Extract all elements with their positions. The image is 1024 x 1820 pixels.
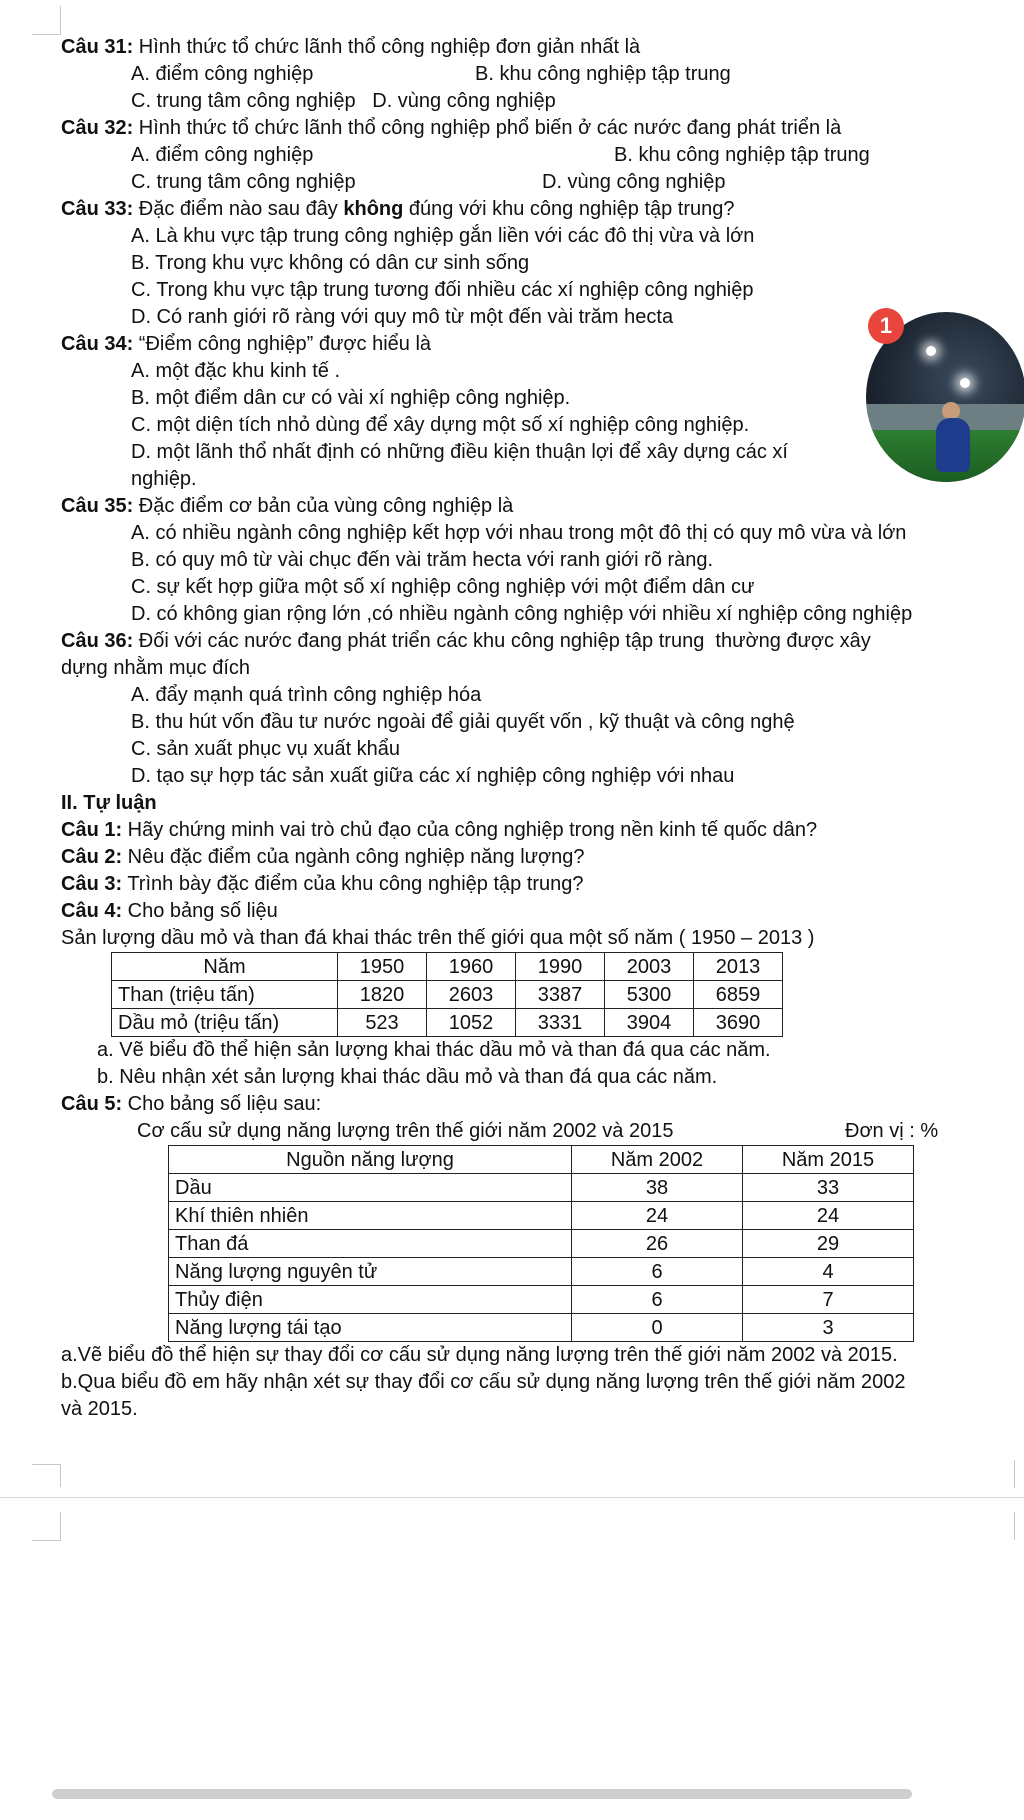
option: C. Trong khu vực tập trung tương đối nhiều các xí nghiệp công nghiệp xyxy=(131,279,754,301)
table-cell: 6 xyxy=(572,1286,743,1314)
table-cell: 26 xyxy=(572,1230,743,1258)
table-cell: 1820 xyxy=(338,981,427,1009)
table-row xyxy=(169,1230,914,1258)
table-row xyxy=(169,1314,914,1342)
table-header-row xyxy=(112,953,783,981)
notification-badge: 1 xyxy=(868,308,904,344)
table-row xyxy=(169,1174,914,1202)
sub-question-a: a. Vẽ biểu đồ thể hiện sản lượng khai thác dầu mỏ và than đá qua các năm. xyxy=(97,1039,771,1061)
energy-table xyxy=(168,1145,914,1342)
table-cell: Khí thiên nhiên xyxy=(169,1202,572,1230)
unit-label: Đơn vị : % xyxy=(845,1120,939,1142)
section-heading: II. Tự luận xyxy=(61,792,157,814)
crop-mark xyxy=(32,6,61,35)
option: B. thu hút vốn đầu tư nước ngoài để giải quyết vốn , kỹ thuật và công nghệ xyxy=(131,711,795,733)
page-divider xyxy=(0,1497,1024,1498)
table-cell: Thủy điện xyxy=(169,1286,572,1314)
table-row xyxy=(112,1009,783,1037)
crop-mark xyxy=(32,1464,61,1487)
essay-question-5: Câu 5: Cho bảng số liệu sau: xyxy=(61,1093,322,1115)
table-row xyxy=(169,1286,914,1314)
essay-question-3: Câu 3: Trình bày đặc điểm của khu công nghiệp tập trung? xyxy=(61,873,584,895)
crop-mark xyxy=(1014,1460,1019,1488)
production-table xyxy=(111,952,783,1037)
options-row: A. điểm công nghiệp B. khu công nghiệp tập trung xyxy=(131,63,731,85)
table-cell: Than (triệu tấn) xyxy=(112,981,338,1009)
table-cell: 7 xyxy=(743,1286,914,1314)
question-31: Câu 31: Hình thức tổ chức lãnh thổ công nghiệp đơn giản nhất là xyxy=(61,36,641,58)
horizontal-scrollbar[interactable] xyxy=(52,1789,912,1799)
option: A. đẩy mạnh quá trình công nghiệp hóa xyxy=(131,684,482,706)
table-header: 1960 xyxy=(427,953,516,981)
option: C. một diện tích nhỏ dùng để xây dựng một số xí nghiệp công nghiệp. xyxy=(131,414,750,436)
table-cell: 24 xyxy=(743,1202,914,1230)
option-wrap: nghiệp. xyxy=(131,468,197,490)
essay-question-1: Câu 1: Hãy chứng minh vai trò chủ đạo của công nghiệp trong nền kinh tế quốc dân? xyxy=(61,819,818,841)
table-cell: 3690 xyxy=(694,1009,783,1037)
question-33: Câu 33: Đặc điểm nào sau đây không đúng với khu công nghiệp tập trung? xyxy=(61,198,735,220)
table-cell: 3331 xyxy=(516,1009,605,1037)
essay-question-4: Câu 4: Cho bảng số liệu xyxy=(61,900,278,922)
option: C. sản xuất phục vụ xuất khẩu xyxy=(131,738,401,760)
sub-question-b: b.Qua biểu đồ em hãy nhận xét sự thay đổi cơ cấu sử dụng năng lượng trên thế giới năm 2002 xyxy=(61,1371,906,1393)
option: D. Có ranh giới rõ ràng với quy mô từ một đến vài trăm hecta xyxy=(131,306,674,328)
table-cell: Dầu xyxy=(169,1174,572,1202)
table-cell: 523 xyxy=(338,1009,427,1037)
table-header: Năm 2015 xyxy=(743,1146,914,1174)
table-cell: 38 xyxy=(572,1174,743,1202)
table-caption: Sản lượng dầu mỏ và than đá khai thác trên thế giới qua một số năm ( 1950 – 2013 ) xyxy=(61,927,815,949)
table-header: Năm 2002 xyxy=(572,1146,743,1174)
table-cell: Dầu mỏ (triệu tấn) xyxy=(112,1009,338,1037)
crop-mark xyxy=(1014,1512,1019,1540)
option: A. một đặc khu kinh tế . xyxy=(131,360,340,382)
table-header: 1950 xyxy=(338,953,427,981)
table-cell: 3387 xyxy=(516,981,605,1009)
table-caption: Cơ cấu sử dụng năng lượng trên thế giới năm 2002 và 2015 xyxy=(137,1120,674,1142)
option: B. Trong khu vực không có dân cư sinh sống xyxy=(131,252,530,274)
option: D. tạo sự hợp tác sản xuất giữa các xí nghiệp công nghiệp với nhau xyxy=(131,765,735,787)
table-header: Nguồn năng lượng xyxy=(169,1146,572,1174)
table-cell: Than đá xyxy=(169,1230,572,1258)
table-header: Năm xyxy=(112,953,338,981)
question-36-cont: dựng nhằm mục đích xyxy=(61,657,251,679)
options-row: A. điểm công nghiệp B. khu công nghiệp tập trung xyxy=(131,144,870,166)
table-cell: 4 xyxy=(743,1258,914,1286)
table-header: 2013 xyxy=(694,953,783,981)
sub-question-a: a.Vẽ biểu đồ thể hiện sự thay đổi cơ cấu sử dụng năng lượng trên thế giới năm 2002 và 2015. xyxy=(61,1344,898,1366)
crop-mark xyxy=(32,1512,61,1541)
question-32: Câu 32: Hình thức tổ chức lãnh thổ công nghiệp phổ biến ở các nước đang phát triển là xyxy=(61,117,842,139)
table-caption-row xyxy=(61,1118,1021,1145)
chat-head[interactable] xyxy=(866,308,1024,482)
table-cell: 6859 xyxy=(694,981,783,1009)
option: A. có nhiều ngành công nghiệp kết hợp với nhau trong một đô thị có quy mô vừa và lớn xyxy=(131,522,907,544)
table-cell: 33 xyxy=(743,1174,914,1202)
table-cell: 1052 xyxy=(427,1009,516,1037)
table-header-row xyxy=(169,1146,914,1174)
table-cell: 6 xyxy=(572,1258,743,1286)
option: C. sự kết hợp giữa một số xí nghiệp công nghiệp với một điểm dân cư xyxy=(131,576,755,598)
table-cell: 24 xyxy=(572,1202,743,1230)
document-content xyxy=(61,34,1021,1423)
table-cell: Năng lượng nguyên tử xyxy=(169,1258,572,1286)
question-35: Câu 35: Đặc điểm cơ bản của vùng công nghiệp là xyxy=(61,495,514,517)
table-cell: 3904 xyxy=(605,1009,694,1037)
table-header: 2003 xyxy=(605,953,694,981)
option: B. có quy mô từ vài chục đến vài trăm hecta với ranh giới rõ ràng. xyxy=(131,549,714,571)
table-cell: 3 xyxy=(743,1314,914,1342)
sub-question-b-cont: và 2015. xyxy=(61,1398,138,1420)
question-34: Câu 34: “Điểm công nghiệp” được hiểu là xyxy=(61,333,432,355)
option: A. Là khu vực tập trung công nghiệp gắn liền với các đô thị vừa và lớn xyxy=(131,225,755,247)
essay-question-2: Câu 2: Nêu đặc điểm của ngành công nghiệp năng lượng? xyxy=(61,846,585,868)
question-36: Câu 36: Đối với các nước đang phát triển các khu công nghiệp tập trung thường được xây xyxy=(61,630,871,652)
sub-question-b: b. Nêu nhận xét sản lượng khai thác dầu mỏ và than đá qua các năm. xyxy=(97,1066,718,1088)
table-cell: 29 xyxy=(743,1230,914,1258)
table-cell: 0 xyxy=(572,1314,743,1342)
option: C. trung tâm công nghiệp D. vùng công nghiệp xyxy=(131,90,556,112)
table-row xyxy=(112,981,783,1009)
option: B. một điểm dân cư có vài xí nghiệp công nghiệp. xyxy=(131,387,571,409)
table-cell: 5300 xyxy=(605,981,694,1009)
option: D. có không gian rộng lớn ,có nhiều ngành công nghiệp với nhiều xí nghiệp công nghiệp xyxy=(131,603,913,625)
options-row: C. trung tâm công nghiệp D. vùng công nghiệp xyxy=(131,171,726,193)
option: D. một lãnh thổ nhất định có những điều kiện thuận lợi để xây dựng các xí xyxy=(131,441,788,463)
table-header: 1990 xyxy=(516,953,605,981)
table-row xyxy=(169,1258,914,1286)
table-row xyxy=(169,1202,914,1230)
table-cell: Năng lượng tái tạo xyxy=(169,1314,572,1342)
table-cell: 2603 xyxy=(427,981,516,1009)
